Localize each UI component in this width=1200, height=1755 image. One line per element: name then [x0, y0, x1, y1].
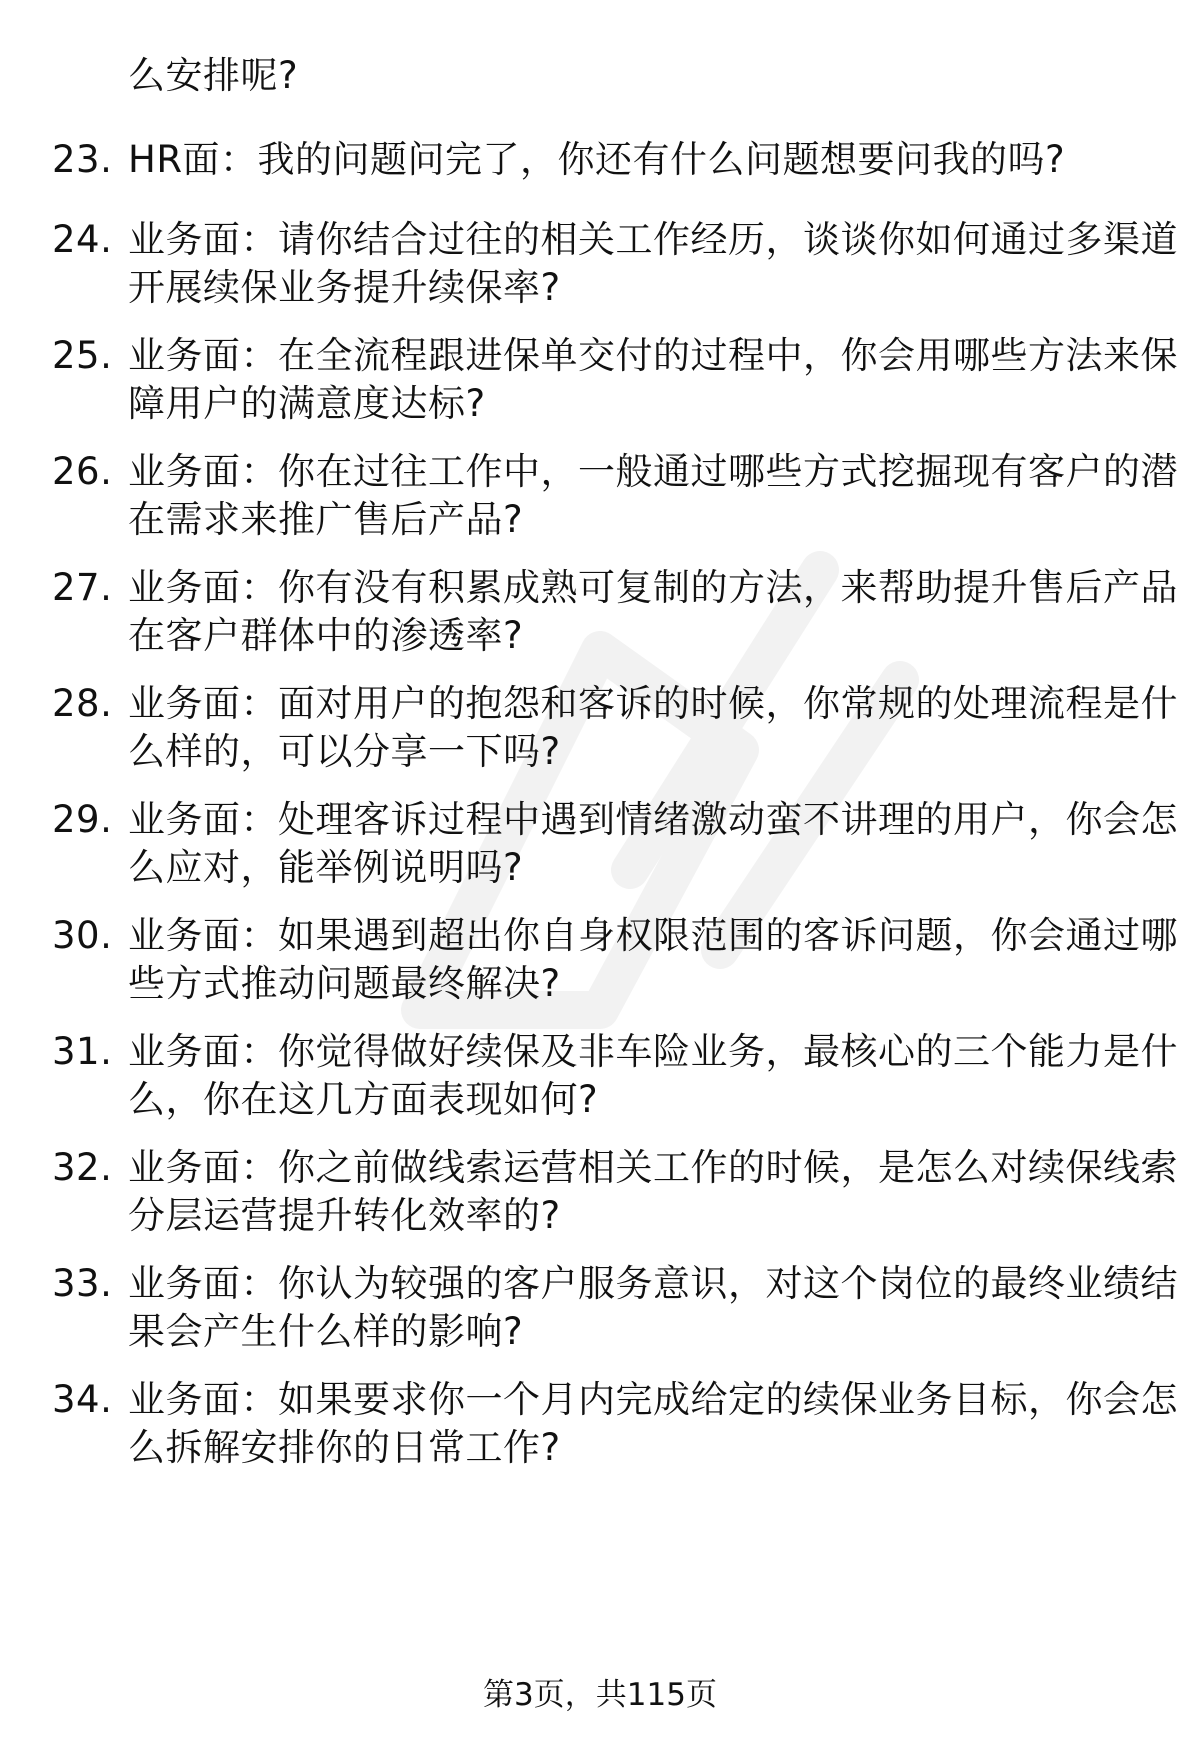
question-number: 24.: [52, 218, 113, 261]
page-footer: 第3页，共115页: [483, 1677, 717, 1713]
continuation-text: 么安排呢?: [128, 54, 299, 97]
question-text-line: 果会产生什么样的影响?: [128, 1310, 524, 1353]
question-text-line: 障用户的满意度达标?: [128, 382, 486, 425]
question-number: 26.: [52, 450, 113, 493]
question-number: 31.: [52, 1030, 113, 1073]
question-text-line: 么应对，能举例说明吗?: [128, 846, 524, 889]
question-number: 23.: [52, 138, 113, 181]
question-text-line: 业务面：你觉得做好续保及非车险业务，最核心的三个能力是什: [128, 1030, 1178, 1073]
question-text-line: 业务面：你之前做线索运营相关工作的时候，是怎么对续保线索: [128, 1146, 1178, 1189]
question-text-line: HR面：我的问题问完了，你还有什么问题想要问我的吗?: [128, 138, 1066, 181]
question-text-line: 在需求来推广售后产品?: [128, 498, 524, 541]
question-number: 27.: [52, 566, 113, 609]
question-text-line: 业务面：处理客诉过程中遇到情绪激动蛮不讲理的用户，你会怎: [128, 798, 1178, 841]
question-text-line: 业务面：在全流程跟进保单交付的过程中，你会用哪些方法来保: [128, 334, 1178, 377]
question-number: 30.: [52, 914, 113, 957]
question-text-line: 业务面：如果遇到超出你自身权限范围的客诉问题，你会通过哪: [128, 914, 1178, 957]
question-text-line: 些方式推动问题最终解决?: [128, 962, 561, 1005]
question-number: 28.: [52, 682, 113, 725]
question-text-line: 么，你在这几方面表现如何?: [128, 1078, 599, 1121]
question-text-line: 么样的，可以分享一下吗?: [128, 730, 561, 773]
question-text-line: 么拆解安排你的日常工作?: [128, 1426, 561, 1469]
question-number: 34.: [52, 1378, 113, 1421]
question-text-line: 分层运营提升转化效率的?: [128, 1194, 561, 1237]
question-number: 32.: [52, 1146, 113, 1189]
question-text-line: 业务面：面对用户的抱怨和客诉的时候，你常规的处理流程是什: [128, 682, 1178, 725]
question-text-line: 业务面：你认为较强的客户服务意识，对这个岗位的最终业绩结: [128, 1262, 1178, 1305]
question-text-line: 在客户群体中的渗透率?: [128, 614, 524, 657]
question-number: 25.: [52, 334, 113, 377]
question-number: 33.: [52, 1262, 113, 1305]
question-text-line: 业务面：请你结合过往的相关工作经历，谈谈你如何通过多渠道: [128, 218, 1178, 261]
question-text-line: 开展续保业务提升续保率?: [128, 266, 561, 309]
question-text-line: 业务面：你在过往工作中，一般通过哪些方式挖掘现有客户的潜: [128, 450, 1178, 493]
question-text-line: 业务面：如果要求你一个月内完成给定的续保业务目标，你会怎: [128, 1378, 1178, 1421]
question-number: 29.: [52, 798, 113, 841]
question-text-line: 业务面：你有没有积累成熟可复制的方法，来帮助提升售后产品: [128, 566, 1178, 609]
